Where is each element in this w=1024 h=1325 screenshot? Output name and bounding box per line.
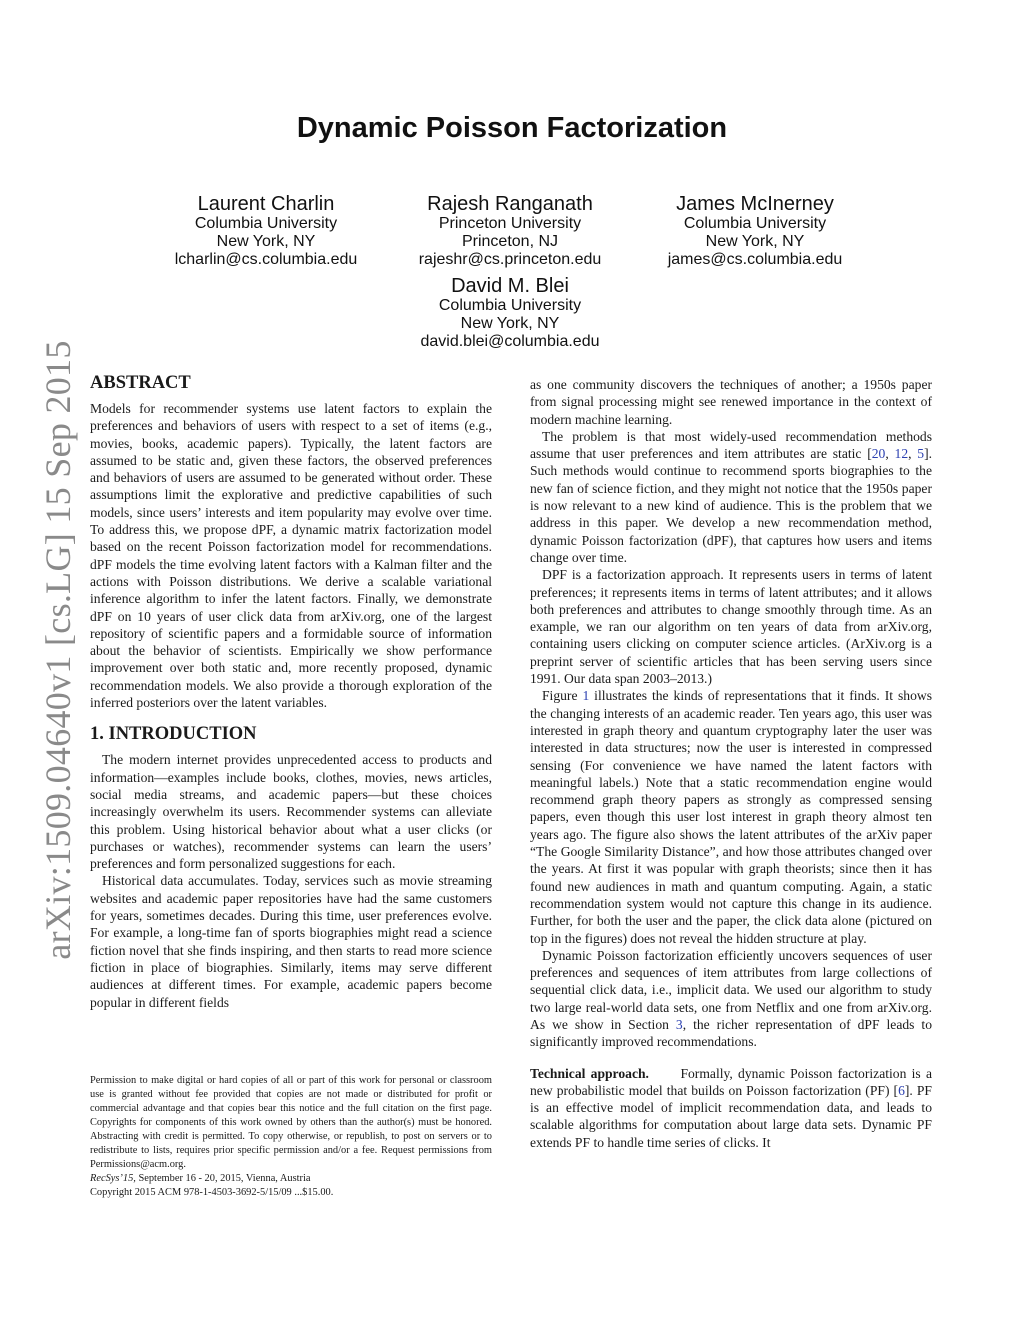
author-location: New York, NY: [460, 315, 560, 332]
right-column: [530, 376, 936, 1151]
body-paragraph: [530, 947, 932, 1051]
text-span: ,: [908, 446, 918, 462]
citation-link[interactable]: 12: [894, 446, 909, 462]
author-name: James McInerney: [676, 193, 834, 215]
body-paragraph: [530, 687, 932, 946]
citation-link[interactable]: 20: [871, 446, 886, 462]
author-email: rajeshr@cs.princeton.edu: [418, 251, 602, 268]
citation-link[interactable]: 5: [917, 446, 925, 462]
author-name: David M. Blei: [451, 275, 569, 297]
section-link[interactable]: 3: [675, 1016, 683, 1032]
author-location: Princeton, NJ: [461, 233, 559, 250]
venue-name: RecSys’15,: [90, 1173, 136, 1184]
author-block-mcinerney: [615, 193, 895, 269]
technical-approach-paragraph: [530, 1065, 936, 1151]
author-name: Rajesh Ranganath: [427, 193, 593, 215]
intro-paragraph: The modern internet provides unprecedented access to products and information—examples include books, clothes, movies, news articles, social media streams, and academic papers—but these choices increasingly overwhelm its users. Recommender systems can alleviate this problem. Using historical behavior about what a user clicks (or purchases or watches), recommender systems can learn the users’ preferences and form personalized suggestions for each.: [90, 752, 492, 872]
body-paragraph: DPF is a factorization approach. It represents users in terms of latent preferences; it represents items in terms of latent attributes; and it allows both preferences and attributes to change smoothly through time. As an example, we ran our algorithm on ten years of data from arXiv.org, containing users clicking on computer science articles. (ArXiv.org is a preprint server of scientific articles that has been serving users since 1991. Our data span 2003–2013.): [530, 567, 932, 687]
abstract-text: Models for recommender systems use latent factors to explain the preferences and behaviors of users with respect to a set of items (e.g., movies, books, academic papers). Typically, the latent factors are assumed to be static and, given these factors, the observed preferences and behaviors of users are assumed to be generated without order. These assumptions limit the explorative and predictive capabilities of such models, since users’ interests and item popularity may evolve over time. To address this, we propose dPF, a dynamic matrix factorization model based on the recent Poisson factorization model for recommendations. dPF models the time evolving latent factors with a Kalman filter and the actions with Poisson distributions. We derive a scalable variational inference algorithm to infer the latent factors. Finally, we demonstrate dPF on 10 years of user click data from arXiv.org, one of the largest repository of scientific papers and a formidable source of information about the behavior of scientists. Empirically we show performance improvement over both static and, more recently proposed, dynamic recommendation models. We also provide a thorough exploration of the inferred posteriors over the latent variables.: [90, 401, 492, 711]
paper-title: Dynamic Poisson Factorization: [296, 112, 728, 144]
venue-details: September 16 - 20, 2015, Vienna, Austria: [135, 1173, 311, 1184]
text-span: ]. PF is an effective model of implicit recommendation data, and leads to scalable algorithms for computation about large data sets. Dynamic PF extends PF to handle time series of clicks. It: [530, 1082, 932, 1150]
author-affiliation: Princeton University: [438, 215, 582, 232]
permission-text: Permission to make digital or hard copies of all or part of this work for personal or classroom use is granted without fee provided that copies are not made or distributed for profit or commercial advantage and that copies bear this notice and the full citation on the first page. Copyrights for components of this work owned by others than the author(s) must be honored. Abstracting with credit is permitted. To copy otherwise, or republish, to post on servers or to redistribute to lists, requires prior specific permission and/or a fee. Request permissions from Permissions@acm.org.: [90, 1075, 492, 1170]
venue-line: [90, 1172, 492, 1186]
text-span: Figure: [542, 688, 583, 704]
author-block-blei: [370, 275, 650, 351]
text-span: The problem is that most widely-used recommendation methods assume that user preferences and item attributes are static [: [530, 428, 932, 462]
author-email: david.blei@columbia.edu: [420, 333, 600, 350]
author-block-ranganath: [370, 193, 650, 269]
arxiv-identifier-stamp: arXiv:1509.04640v1 [cs.LG] 15 Sep 2015: [38, 340, 78, 960]
body-paragraph: [530, 428, 932, 566]
text-span: illustrates the kinds of representations that it finds. It shows the changing interests of an academic reader. Ten years ago, this user was interested in graph theory and quantum cryptography later the user was interested in data structures; now the user is interested in compressed sensing (For convenience we have named the latent factors with meaningful labels.) Note that a static recommendation engine would recommend graph theory papers as strongly as compressed sensing papers, even though this user lost interest in graph theory almost ten years ago. The figure also shows the latent attributes of the arXiv paper “The Google Similarity Distance”, and how those attributes changed over the years. At first it was popular with graph theorists; since then it has found new audiences in math and quantum computing. Again, a static recommendation system would not capture this change in its audience. Further, for both the user and the paper, the click data alone (pictured on top in the figures) does not reveal the hidden structure at play.: [530, 688, 932, 946]
intro-paragraph: Historical data accumulates. Today, services such as movie streaming websites and academic paper repositories have had the same customers for years, sometimes decades. During this time, user preferences evolve. For example, a long-time fan of sports biographies might read a science fiction novel that she finds inspiring, and then starts to read more science fiction in place of biographies. Similarly, items may serve different audiences at different times. For example, academic papers become popular in different fields: [90, 873, 492, 1010]
text-span: ]. Such methods would continue to recommend sports biographies to the new fan of science fiction, and they might not notice that the 1950s paper is now relevant to a new kind of audience. This is the problem that we address in this paper. We develop a new recommendation method, dynamic Poisson factorization (dPF), that captures how users and items change over time.: [530, 446, 933, 565]
text-span: ,: [885, 446, 895, 462]
author-name: Laurent Charlin: [197, 193, 335, 215]
technical-approach-label: Technical approach.: [530, 1065, 649, 1081]
author-affiliation: Columbia University: [683, 215, 827, 232]
body-paragraph: as one community discovers the techniques of another; a 1950s paper from signal processing might see renewed importance in the context of modern machine learning.: [530, 377, 932, 427]
text-span: Dynamic Poisson factorization efficiently uncovers sequences of user preferences and sequences of item attributes from large collections of sequential click data, i.e., implicit data. We used our algorithm to study two large real-world data sets, one from Netflix and one from arXiv.org. As we show in Section: [530, 947, 932, 1032]
text-span: Formally, dynamic Poisson factorization is a new probabilistic model that builds on Poisson factorization (PF) [: [530, 1065, 936, 1098]
text-span: , the richer representation of dPF leads to significantly improved recommendations.: [530, 1016, 932, 1050]
abstract-heading: ABSTRACT: [90, 373, 191, 393]
figure-link[interactable]: 1: [582, 688, 590, 704]
author-affiliation: Columbia University: [194, 215, 338, 232]
author-email: james@cs.columbia.edu: [667, 251, 843, 268]
author-location: New York, NY: [705, 233, 805, 250]
author-affiliation: Columbia University: [438, 297, 582, 314]
left-column: [90, 372, 492, 1011]
author-block-charlin: [126, 193, 406, 269]
citation-link[interactable]: 6: [898, 1082, 905, 1098]
author-location: New York, NY: [216, 233, 316, 250]
permission-notice: [90, 1074, 492, 1200]
introduction-heading: 1. INTRODUCTION: [90, 724, 257, 745]
author-email: lcharlin@cs.columbia.edu: [174, 251, 358, 268]
copyright-line: Copyright 2015 ACM 978-1-4503-3692-5/15/09 ...$15.00.: [90, 1187, 334, 1198]
